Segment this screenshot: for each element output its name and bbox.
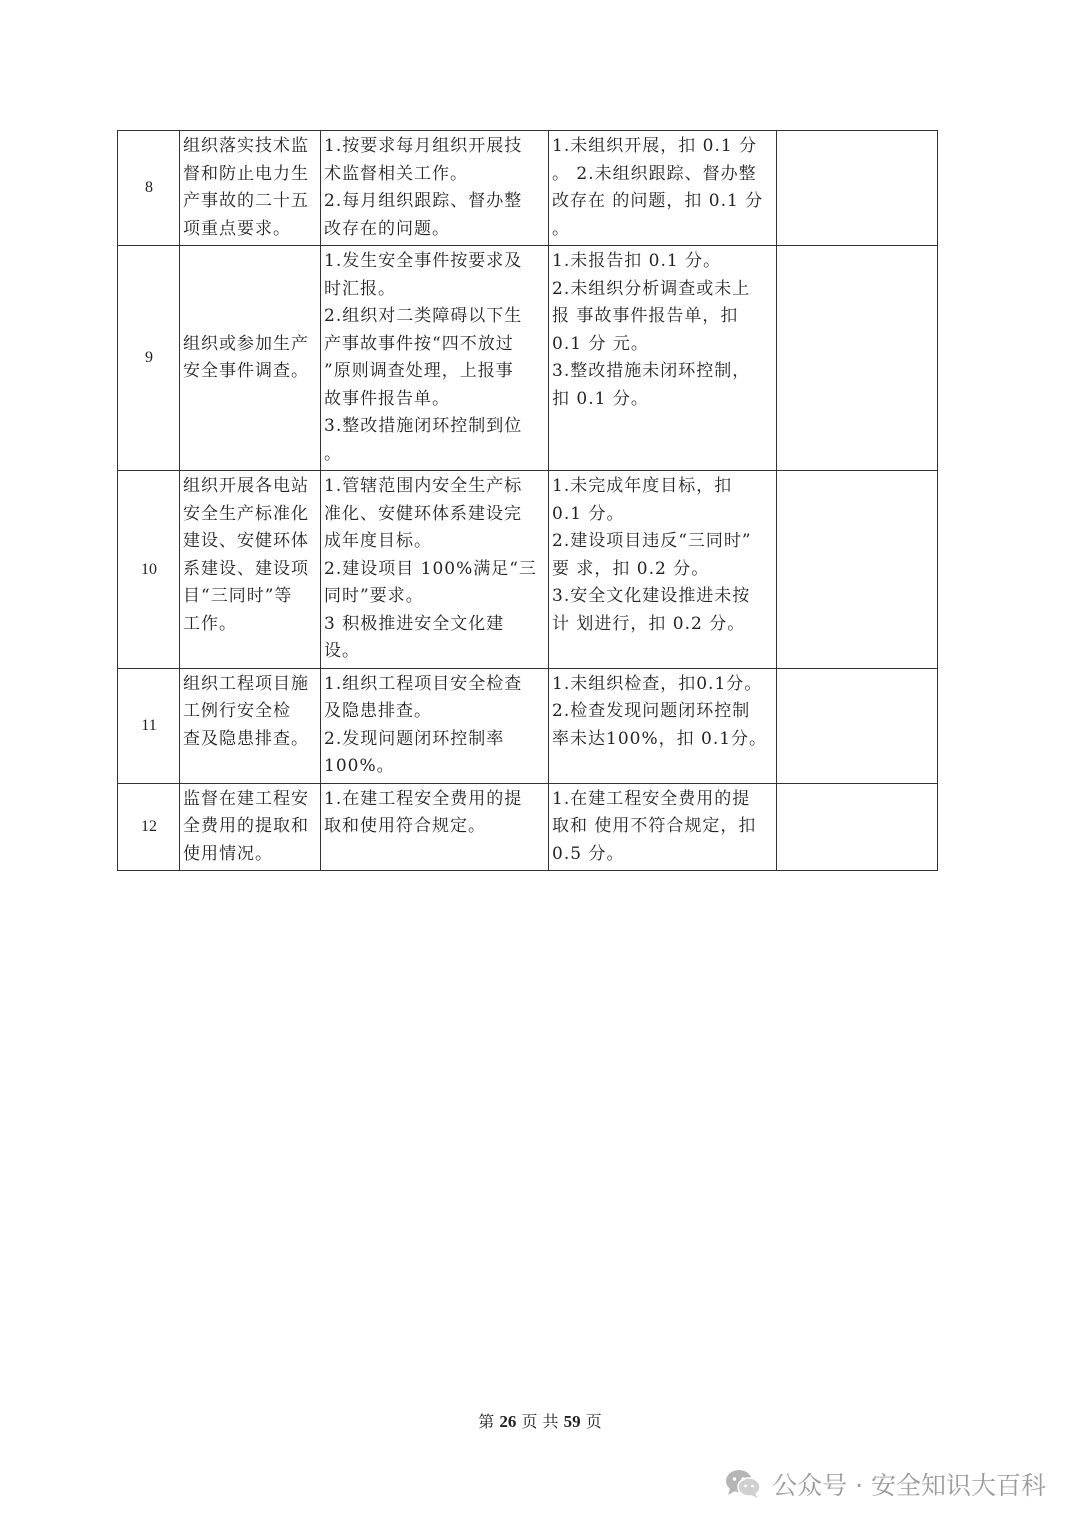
cell-deduction-line: 2.检查发现问题闭环控制 [552, 701, 751, 721]
cell-number: 11 [118, 668, 180, 783]
cell-requirement [321, 246, 549, 471]
cell-deduction-line: 3.整改措施未闭环控制， [552, 361, 751, 381]
cell-deduction [549, 246, 777, 471]
cell-deduction-line: 1.未完成年度目标，扣 [552, 476, 733, 496]
cell-remark [777, 668, 938, 783]
cell-requirement-line: 2.发现问题闭环控制率 [324, 728, 505, 749]
table-row [118, 471, 938, 669]
cell-deduction-line: 1.未报告扣 0.1 分。 [552, 251, 722, 271]
cell-requirement-line: 。 [324, 443, 342, 464]
cell-item [180, 471, 321, 669]
page-footer [0, 1409, 1080, 1432]
cell-deduction-line: 计 划进行，扣 0.2 分。 [552, 613, 746, 634]
footer-middle: 页 共 [521, 1412, 559, 1431]
cell-item-line: 工作。 [183, 613, 237, 634]
cell-remark [777, 471, 938, 669]
cell-requirement-line: ”原则调查处理，上报事 [324, 361, 514, 381]
cell-remark [777, 246, 938, 471]
cell-deduction-line: 1.未组织检查，扣0.1分。 [552, 673, 763, 694]
cell-requirement-line: 2.每月组织跟踪、督办整 [324, 191, 523, 211]
cell-requirement-line: 同时”要求。 [324, 586, 424, 606]
cell-requirement-line: 1.管辖范围内安全生产标 [324, 476, 523, 496]
cell-requirement-line: 产事故事件按“四不放过 [324, 333, 514, 354]
cell-item [180, 783, 321, 871]
cell-requirement-line: 2.建设项目 100%满足“三 [324, 558, 537, 579]
cell-item-line: 组织开展各电站 [183, 476, 309, 496]
cell-deduction-line: 扣 0.1 分。 [552, 388, 649, 409]
cell-item-line: 系建设、建设项 [183, 558, 309, 579]
footer-suffix: 页 [585, 1412, 602, 1431]
cell-requirement [321, 668, 549, 783]
cell-item-line: 项重点要求。 [183, 218, 291, 239]
cell-item-line: 使用情况。 [183, 843, 273, 864]
cell-item-line: 监督在建工程安 [183, 788, 309, 809]
cell-deduction [549, 668, 777, 783]
cell-item-line: 安全生产标准化 [183, 503, 309, 524]
cell-item [180, 131, 321, 246]
cell-deduction-line: 1.在建工程安全费用的提 [552, 788, 751, 809]
cell-requirement-line: 1.组织工程项目安全检查 [324, 673, 523, 694]
cell-requirement-line: 1.在建工程安全费用的提 [324, 788, 523, 809]
cell-item-line: 全费用的提取和 [183, 816, 309, 836]
cell-requirement-line: 术监督相关工作。 [324, 163, 468, 184]
cell-item-line: 工例行安全检 [183, 701, 291, 721]
cell-requirement-line: 成年度目标。 [324, 531, 432, 551]
total-page-number: 59 [563, 1412, 581, 1431]
table-row [118, 246, 938, 471]
watermark-text: 公众号 · 安全知识大百科 [772, 1471, 1046, 1500]
cell-requirement-line: 及隐患排查。 [324, 701, 432, 721]
cell-deduction-line: 改存在 的问题，扣 0.1 分 [552, 191, 764, 211]
cell-deduction-line: 0.5 分。 [552, 843, 625, 864]
cell-deduction-line: 3.安全文化建设推进未按 [552, 586, 751, 606]
cell-number: 9 [118, 246, 180, 471]
cell-deduction [549, 131, 777, 246]
cell-requirement-line: 设。 [324, 641, 360, 661]
table-row [118, 783, 938, 871]
cell-deduction-line: 2.建设项目违反“三同时” [552, 531, 752, 551]
cell-item-line: 安全事件调查。 [183, 361, 309, 381]
cell-number: 8 [118, 131, 180, 246]
footer-prefix: 第 [478, 1412, 495, 1431]
cell-item-line: 产事故的二十五 [183, 191, 309, 211]
cell-remark [777, 783, 938, 871]
cell-requirement-line: 改存在的问题。 [324, 218, 450, 239]
cell-requirement-line: 1.按要求每月组织开展技 [324, 136, 523, 156]
cell-remark [777, 131, 938, 246]
cell-item-line: 目“三同时”等 [183, 586, 293, 606]
cell-deduction [549, 783, 777, 871]
cell-requirement [321, 131, 549, 246]
cell-deduction-line: 。 2.未组织跟踪、督办整 [552, 163, 757, 184]
cell-requirement-line: 3.整改措施闭环控制到位 [324, 416, 523, 436]
cell-deduction-line: 1.未组织开展，扣 0.1 分 [552, 136, 758, 156]
cell-requirement-line: 2.组织对二类障碍以下生 [324, 306, 523, 326]
cell-requirement-line: 3 积极推进安全文化建 [324, 613, 505, 634]
cell-item [180, 246, 321, 471]
cell-deduction-line: 报 事故事件报告单，扣 [552, 306, 739, 326]
cell-deduction-line: 率未达100%，扣 0.1分。 [552, 728, 768, 749]
wechat-icon [724, 1468, 762, 1500]
table-row [118, 668, 938, 783]
cell-item-line: 组织工程项目施 [183, 673, 309, 694]
cell-deduction [549, 471, 777, 669]
cell-requirement [321, 783, 549, 871]
cell-item-line: 组织落实技术监 [183, 136, 309, 156]
cell-deduction-line: 2.未组织分析调查或未上 [552, 278, 751, 299]
cell-requirement-line: 故事件报告单。 [324, 388, 450, 409]
cell-item-line: 查及隐患排查。 [183, 728, 309, 749]
watermark [724, 1464, 1046, 1504]
cell-item-line: 组织或参加生产 [183, 333, 309, 354]
cell-deduction-line: 取和 使用不符合规定，扣 [552, 816, 757, 836]
cell-deduction-line: 。 [552, 218, 570, 239]
cell-requirement-line: 准化、安健环体系建设完 [324, 503, 522, 524]
cell-deduction-line: 0.1 分 元。 [552, 333, 649, 354]
cell-requirement-line: 取和使用符合规定。 [324, 816, 486, 836]
assessment-table [117, 130, 938, 871]
table-row [118, 131, 938, 246]
cell-item [180, 668, 321, 783]
cell-requirement [321, 471, 549, 669]
current-page-number: 26 [499, 1412, 517, 1431]
cell-number: 10 [118, 471, 180, 669]
cell-requirement-line: 1.发生安全事件按要求及 [324, 251, 523, 271]
cell-item-line: 督和防止电力生 [183, 163, 309, 184]
cell-requirement-line: 时汇报。 [324, 278, 396, 299]
cell-item-line: 建设、安健环体 [183, 531, 309, 551]
cell-number: 12 [118, 783, 180, 871]
cell-deduction-line: 0.1 分。 [552, 503, 625, 524]
cell-requirement-line: 100%。 [324, 756, 395, 776]
cell-deduction-line: 要 求，扣 0.2 分。 [552, 558, 710, 579]
